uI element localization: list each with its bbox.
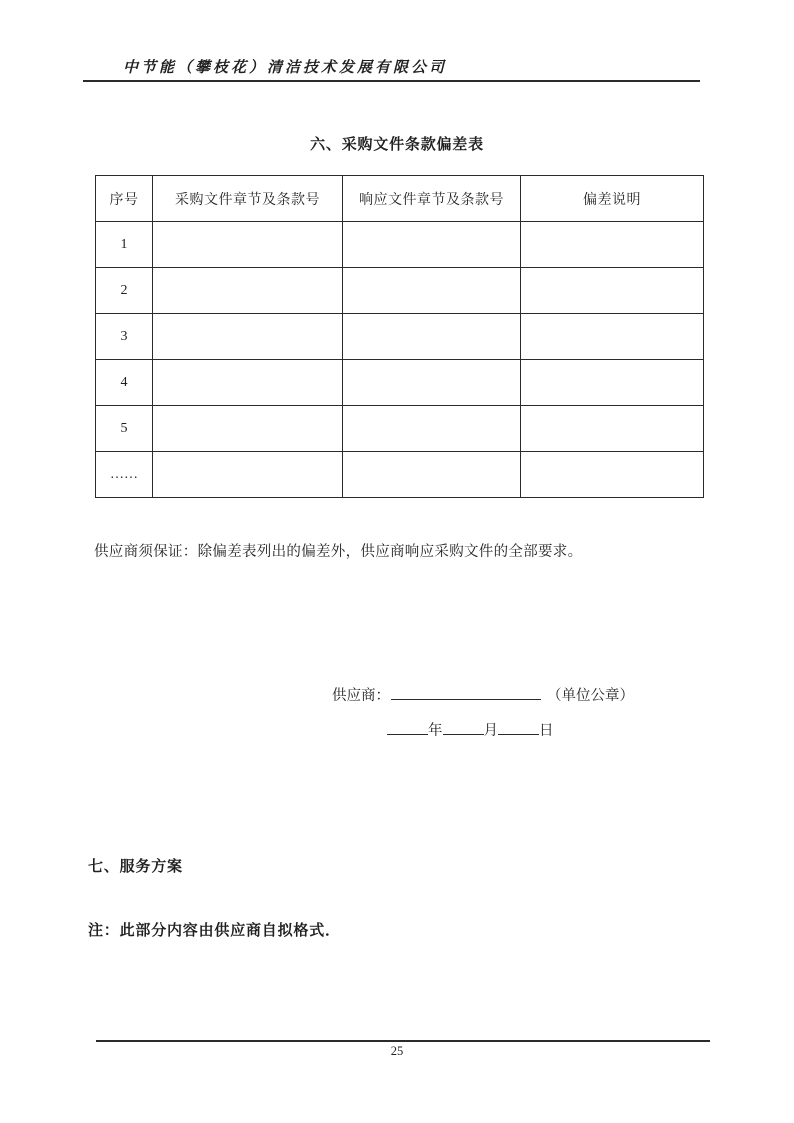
table-row (96, 222, 704, 268)
row-serial: 3 (96, 314, 153, 360)
year-blank-line (387, 721, 428, 735)
cell-purchase-clause (153, 222, 343, 268)
company-name: 中节能（攀枝花）清洁技术发展有限公司 (123, 60, 448, 76)
row-serial: …… (96, 452, 153, 498)
cell-deviation-desc (521, 406, 704, 452)
table-header-row (96, 176, 704, 222)
cell-response-clause (343, 360, 521, 406)
cell-response-clause (343, 222, 521, 268)
date-signature-line (332, 719, 634, 740)
col-header-response-clause: 响应文件章节及条款号 (343, 176, 521, 222)
supplier-signature-line (332, 684, 634, 705)
cell-response-clause (343, 452, 521, 498)
col-header-serial: 序号 (96, 176, 153, 222)
service-plan-note: 注：此部分内容由供应商自拟格式． (88, 923, 341, 939)
cell-purchase-clause (153, 314, 343, 360)
page-number: 25 (390, 1044, 404, 1058)
table-row (96, 314, 704, 360)
col-header-purchase-clause: 采购文件章节及条款号 (153, 176, 343, 222)
deviation-table (95, 175, 704, 498)
col-header-deviation-desc: 偏差说明 (521, 176, 704, 222)
cell-response-clause (343, 406, 521, 452)
cell-deviation-desc (521, 314, 704, 360)
row-serial: 1 (96, 222, 153, 268)
supplier-label: 供应商： (332, 688, 390, 704)
cell-deviation-desc (521, 222, 704, 268)
day-blank-line (498, 721, 539, 735)
cell-purchase-clause (153, 268, 343, 314)
cell-deviation-desc (521, 360, 704, 406)
table-row (96, 360, 704, 406)
section-heading-service-plan: 七、服务方案 (88, 859, 183, 875)
row-serial: 2 (96, 268, 153, 314)
page-header (83, 56, 700, 82)
table-row (96, 406, 704, 452)
cell-response-clause (343, 314, 521, 360)
table-row (96, 452, 704, 498)
row-serial: 5 (96, 406, 153, 452)
guarantee-text: 供应商须保证：除偏差表列出的偏差外，供应商响应采购文件的全部要求。 (94, 544, 583, 560)
day-label: 日 (539, 723, 554, 739)
cell-response-clause (343, 268, 521, 314)
cell-purchase-clause (153, 406, 343, 452)
cell-purchase-clause (153, 452, 343, 498)
month-blank-line (443, 721, 484, 735)
month-label: 月 (483, 723, 498, 739)
supplier-blank-line (391, 686, 541, 700)
cell-deviation-desc (521, 268, 704, 314)
signature-block (332, 684, 634, 740)
table-row (96, 268, 704, 314)
row-serial: 4 (96, 360, 153, 406)
year-label: 年 (428, 723, 443, 739)
cell-deviation-desc (521, 452, 704, 498)
cell-purchase-clause (153, 360, 343, 406)
footer-rule (96, 1040, 710, 1042)
seal-label: （单位公章） (547, 688, 634, 704)
page-title: 六、采购文件条款偏差表 (310, 137, 484, 153)
